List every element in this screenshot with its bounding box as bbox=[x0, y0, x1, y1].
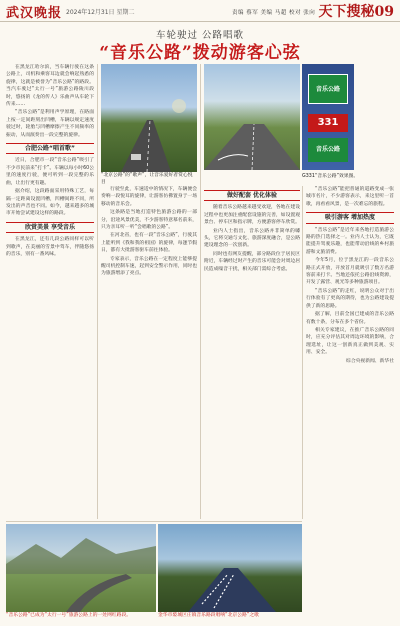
section-title: 天下搜秘09 bbox=[318, 4, 394, 20]
paragraph: “音乐公路”是近年来各地打造旅游公路的热门选择之一。业内人士认为，它既能提升驾驶乐趣，也能带动沿线的乡村旅游和文旅消费。 bbox=[306, 227, 394, 255]
photo-road-aerial bbox=[101, 64, 197, 172]
bottom-photo-caption: 金华市婺城区庄镇音乐路段唱响“北京公路”之歌 bbox=[158, 613, 259, 618]
paragraph: 据了解，目前全国已建成的音乐公路有数十条，分布在多个省份。 bbox=[306, 312, 394, 325]
column-4 bbox=[306, 186, 394, 616]
paragraph: “音乐公路”是利用声学原理，在路面上按一定间距刻出凹槽，车辆以规定速度驶过时，轮胎与凹槽摩擦产生不同频率的振动，从而演奏出一段完整的旋律。 bbox=[6, 110, 94, 138]
column-3 bbox=[204, 186, 300, 519]
column-divider bbox=[97, 64, 98, 519]
photo-road-sign bbox=[302, 64, 354, 170]
source-credit: 综合央视新闻、新华社 bbox=[346, 358, 394, 364]
road-aerial-illustration bbox=[101, 64, 197, 172]
paragraph: “音乐公路”能把普通的道路变成一张城市名片，不少游客表示，来这里听一首歌，再看看风景，是一次难忘的旅程。 bbox=[306, 187, 394, 207]
paragraph: 在河北省，也有一段“音乐公路”，行驶其上能听到《我和我的祖国》的旋律，每逢节假日，都有大批游客驱车前往体验。 bbox=[101, 233, 197, 254]
paragraph: 专家表示，音乐公路在一定程度上能够提醒司机控制车速，起到安全警示作用，同时也为旅游增添了亮点。 bbox=[101, 256, 197, 277]
music-road-illustration bbox=[204, 64, 300, 170]
paragraph: 在黑龙江哈尔滨，当车辆行驶在这条公路上，司机和乘客耳边就会响起熟悉的旋律，这就是被誉为“音乐公路”的路段。当汽车驶过“太行一号”旅游公路陵川段时，悠扬的《龙的传人》乐曲声从车轮下传来…… bbox=[6, 65, 94, 108]
photo-caption: G331“音乐公路”效果图。 bbox=[302, 174, 359, 179]
column-1 bbox=[6, 64, 94, 519]
mountain-road-illustration bbox=[6, 524, 156, 612]
piano-road-illustration bbox=[158, 524, 302, 612]
road-sign-number: 331 bbox=[308, 114, 348, 132]
photo-caption: “北京公路”的“歌声”，让音乐爱好者赏心悦目 bbox=[101, 173, 193, 185]
subheading: 欣赏美景 享受音乐 bbox=[6, 222, 94, 233]
road-sign-bottom: 音乐公路 bbox=[308, 138, 348, 162]
section-divider bbox=[6, 521, 302, 522]
article-headline: “音乐公路”拨动游客心弦 bbox=[99, 43, 301, 63]
subheading: 合肥公路“唱首歌” bbox=[6, 143, 94, 154]
photo-mountain-road bbox=[6, 524, 156, 612]
paragraph: 相关专家建议，在推广音乐公路的同时，应充分评估其对周边环境的影响，合理选址，让这一创新真正做到美观、实用、安全。 bbox=[306, 327, 394, 356]
column-2 bbox=[101, 186, 197, 519]
column-divider bbox=[200, 64, 201, 519]
editor-credits: 责编 蔡军 美编 马超 校对 张向 bbox=[232, 10, 316, 16]
paragraph: 同时也有网友提醒，部分路段位于居民区附近，车辆经过时产生的音乐可能会对周边居民造成噪音干扰，相关部门需综合考虑。 bbox=[204, 251, 300, 272]
masthead bbox=[0, 0, 400, 22]
subheading: 做好配套 优化体验 bbox=[204, 190, 300, 201]
issue-date: 2024年12月31日 星期二 bbox=[66, 9, 135, 16]
paragraph: 在黑龙江，还有几段公路同样可以听到歌声，在美丽的雪景中驾车，伴随悠扬的音乐，别有一番风味。 bbox=[6, 237, 94, 257]
paragraph: 据介绍，这段路面采用特殊工艺，每隔一定距离设置凹槽，凹槽间距不同，所发出的声音也不同。如今，越来越多的城市开始尝试建设这样的路段。 bbox=[6, 189, 94, 217]
paragraph: 行驶至此，车速适中的情况下，车辆便会奏响一段悦耳的旋律，让游客仿佛置身于一场移动的音乐会。 bbox=[101, 187, 197, 207]
paragraph: 这条路是当地打造特色旅游公路的一部分，沿途风景优美，不少游客特意慕名前来，只为亲耳听一听“会唱歌的公路”。 bbox=[101, 210, 197, 231]
paragraph: 业内人士指出，音乐公路并非简单的噱头，它将交通与文化、旅游深度融合，是公路建设理念的一次创新。 bbox=[204, 228, 300, 249]
photo-piano-road bbox=[158, 524, 302, 612]
photo-music-road bbox=[204, 64, 300, 170]
paragraph: 近日，合肥市一段“音乐公路”吸引了不少市民前来“打卡”。车辆以每小时60公里的速度行驶，便可听到一段完整的乐曲，让出行更有趣。 bbox=[6, 158, 94, 186]
article-kicker: 车轮驶过 公路唱歌 bbox=[155, 30, 245, 41]
bottom-photo-caption: “音乐公路”已成为“太行一号”旅游公路上的一处网红路段。 bbox=[6, 613, 132, 618]
newspaper-logo: 武汉晚报 bbox=[6, 6, 63, 21]
subheading: 吸引游客 增加热度 bbox=[306, 212, 394, 223]
paragraph: “音乐公路”的走红，说明公众对于出行体验有了更高的期待，也为公路建设提供了新的思路。 bbox=[306, 288, 394, 309]
paragraph: 今年5月，位于黑龙江的一段音乐公路正式开放，开放首月就吸引了数万名游客前来打卡。当地还依托公路沿线资源，开发了露营、观光等多种旅游项目。 bbox=[306, 258, 394, 286]
column-divider bbox=[302, 186, 303, 519]
road-sign-top: 音乐公路 bbox=[308, 74, 348, 104]
paragraph: 随着音乐公路越来越受欢迎，各地在建设过程中也更加注重配套设施的完善，如设置观景台、停车区和指示牌，方便游客停车欣赏。 bbox=[204, 205, 300, 226]
